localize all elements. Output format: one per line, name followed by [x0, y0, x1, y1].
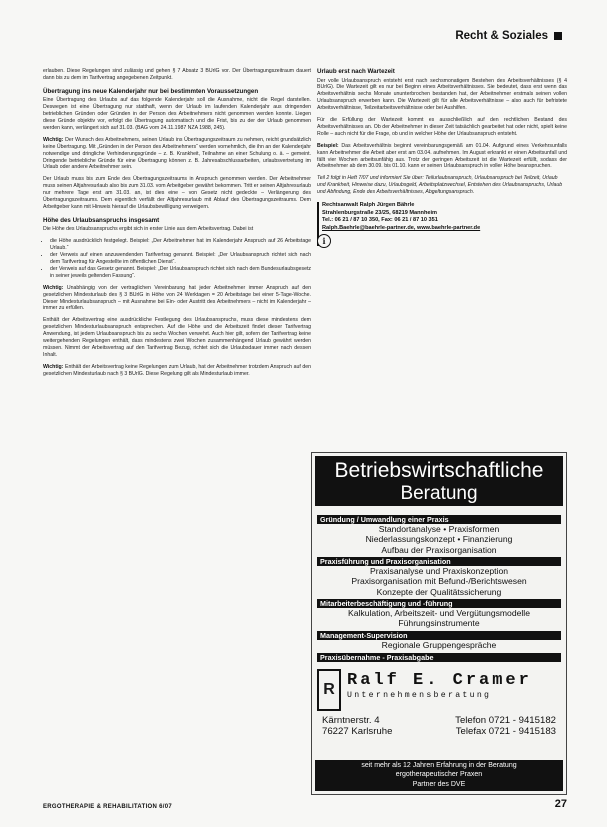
ad-item: Praxisorganisation mit Befund-/Berichtswesen	[351, 576, 527, 587]
paragraph-text: Das Arbeitsverhältnis beginnt vereinbarungsgemäß am 01.04. Aufgrund eines Verkehrsunfalls kann Arbeitnehmer die Arbeit aber erst am 03.04. aufnehmen. Im August erkrankt er einen Arbeitsunfall und fällt vier Wochen arbeitsunfähig aus. Trotz der geringen Arbeitszeit ist die Wartezeit erfüllt, sodass der Arbeitnehmer ab dem 30.09. bis 01.10. kann er seinen Urlaubsanspruch in voller Höhe beanspruchen.	[317, 142, 567, 170]
consultant-logo-mark	[317, 669, 341, 711]
ad-section	[317, 515, 561, 555]
paragraph-text: Enthält der Arbeitsvertrag keine Regelungen zum Urlaub, hat der Arbeitnehmer trotzdem Anspruch auf den gesetzlichen Mindesturlaub nach § 3 BUrlG. Diese Regelung gilt als Mindesturlaub immer.	[43, 363, 311, 377]
paragraph	[43, 137, 311, 172]
subheading: Höhe des Urlaubsanspruchs insgesamt	[43, 216, 160, 224]
ad-item: Regionale Gruppengespräche	[381, 640, 497, 650]
section-title: Recht & Soziales	[455, 30, 548, 42]
advertisement	[311, 452, 567, 795]
section-header	[455, 30, 562, 42]
consultant-address	[322, 715, 556, 737]
subheading: Übertragung ins neue Kalenderjahr nur bei bestimmten Voraussetzungen	[43, 87, 259, 95]
lead-label: Wichtig:	[43, 136, 64, 143]
left-column	[43, 68, 311, 383]
address-city: 76227 Karlsruhe	[322, 726, 393, 737]
ad-footer-line: seit mehr als 12 Jahren Erfahrung in der Beratung	[361, 762, 517, 769]
paragraph: Enthält der Arbeitsvertrag eine ausdrückliche Festlegung des Urlaubsanspruchs, muss diese mindestens dem gesetzlichen Mindesturlaubsanspruch entsprechen. Auf die Höhe und die Arbeitszeit findet dieser Tarifvertrag Anwendung, ist jedem Urlaubsanspruch bis zu sechs Wochen verwehrt. Auch hier gilt, sofern der Tarifvertrag keine weitergehenden Regelungen enthält, dass mindestens zwei Wochen zusammenhängend Urlaub gewährt werden müssen. Nimmt der Arbeitsvertrag auf den Tarifvertrag Bezug, richtet sich die Urlaubsdauer immer nach dessen Inhalt.	[43, 317, 311, 358]
ad-item: Standortanalyse • Praxisformen	[378, 524, 500, 534]
ad-title-line1: Betriebswirtschaftliche	[334, 459, 544, 482]
ad-section-bar: Praxisübernahme - Praxisabgabe	[317, 653, 561, 662]
address-phone: Telefon 0721 - 9415182	[455, 715, 556, 726]
ad-item: Praxisanalyse und Praxiskonzeption	[369, 566, 509, 576]
page-number: 27	[554, 798, 567, 810]
ad-section	[317, 631, 561, 650]
author-contact	[317, 202, 567, 246]
ad-item: Aufbau der Praxisorganisation	[381, 544, 497, 555]
subheading: Urlaub erst nach Wartezeit	[317, 68, 395, 75]
address-row	[322, 726, 556, 737]
paragraph: Eine Übertragung des Urlaubs auf das folgende Kalenderjahr soll die Ausnahme, nicht die Regel darstellen. Deswegen ist eine Übertragung nur statthaft, wenn der Urlaub im laufenden Kalenderjahr aus dringenden betrieblichen Gründen oder Gründen in der Person des Arbeitnehmers nicht genommen werden konnte. Liegen diese Gründe objektiv vor, erfolgt die Übertragung automatisch und die Frist, bis zu der der Urlaub genommen werden kann, verlängert sich auf 31.03. (BAG vom 24.11.1987 NZA 1988, 245).	[43, 97, 311, 131]
list-item: • die Höhe ausdrücklich festgelegt. Beispiel: „Der Arbeitnehmer hat im Kalenderjahr Anspruch auf 26 Arbeitstage Urlaub.“	[50, 238, 311, 252]
contact-lines	[322, 202, 480, 246]
list-item: • der Verweis auf das Gesetz genannt. Beispiel: „Der Urlaubsanspruch richtet sich nach dem Bundesurlaubsgesetz in seiner jeweils geltenden Fassung“.	[50, 266, 311, 280]
ad-section-bar: Mitarbeiterbeschäftigung und -führung	[317, 599, 561, 608]
magazine-name: ERGOTHERAPIE & REHABILITATION 6/07	[43, 804, 172, 810]
paragraph	[317, 143, 567, 171]
consultant-name: Ralf E. Cramer	[347, 671, 532, 690]
author-name: Rechtsanwalt Ralph Jürgen Bährle	[322, 202, 415, 209]
ad-section-bar: Gründung / Umwandlung einer Praxis	[317, 515, 561, 524]
address-street: Kärntnerstr. 4	[322, 715, 380, 726]
paragraph-text: Unabhängig von der vertraglichen Vereinbarung hat jeder Arbeitnehmer immer Anspruch auf den gesetzlichen Mindesturlaub des § 3 BUrlG in Höhe von 24 Werktagen = 20 Arbeitstage bei einer 5-Tage-Woche. Dieser Mindesturlaubsanspruch – mit Ausnahme bei Ein- oder Austritt des Arbeitnehmers – nicht im Kalenderjahr – immer zu erfüllen.	[43, 284, 311, 312]
address-row	[322, 715, 556, 726]
lead-label: Wichtig:	[43, 284, 64, 291]
ad-section-items	[317, 608, 561, 629]
ad-item: Führungsinstrumente	[398, 618, 480, 629]
ad-section	[317, 653, 561, 662]
paragraph: Der volle Urlaubsanspruch entsteht erst nach sechsmonatigem Bestehen des Arbeitsverhältnisses (§ 4 BUrlG). Die Wartezeit gilt es nur bei Beginn eines Arbeitsverhältnisses. Sie bedeutet, dass erst wenn das Arbeitsverhältnis sechs Monate ununterbrochen bestanden hat, der Arbeitnehmer erstmals seinen vollen Urlaubsanspruch erwerben kann. Die Wartezeit gilt für alle Arbeitsverhältnisse – also auch für befristete Arbeitsverhältnisse, Teilzeitarbeitsverhältnisse oder bei Aushilfen.	[317, 77, 567, 112]
bullet-list	[43, 238, 311, 279]
paragraph	[43, 285, 311, 313]
lead-label: Beispiel:	[317, 142, 339, 149]
ad-section-items	[317, 640, 561, 650]
section-marker-square	[554, 32, 562, 40]
ad-item: Kalkulation, Arbeitszeit- und Vergütungsmodelle	[347, 608, 530, 618]
logo-letter: R	[323, 681, 335, 698]
page-footer	[43, 798, 567, 810]
ad-section-items	[317, 524, 561, 555]
ad-section-items	[317, 566, 561, 597]
paragraph: Die Höhe des Urlaubsanspruchs ergibt sich in erster Linie aus dem Arbeitsvertrag. Dabei ist	[43, 226, 254, 233]
paragraph	[43, 364, 311, 378]
ad-banner	[315, 456, 563, 506]
paragraph: Für die Erfüllung der Wartezeit kommt es ausschließlich auf den rechtlichen Bestand des Arbeitsverhältnisses an. Ob der Arbeitnehmer in dieser Zeit tatsächlich gearbeitet hat oder nicht, spielt keine Rolle – auch nicht für die Frage, ob und in welcher Höhe der Urlaubsanspruch entsteht.	[317, 117, 567, 137]
ad-section	[317, 557, 561, 597]
paragraph: Der Urlaub muss bis zum Ende des Übertragungszeitraums in Anspruch genommen werden. Der Arbeitnehmer muss seinen Altjahresurlaub also bis zum 31.03. vom Arbeitgeber gewährt bekommen. Tritt er seinen Altjahresurlaub nur mehrere Tage erst am 31.03. an, ist dies eine – von Gesetz nicht gedeckte – Verlängerung des Übertragungszeitraums. Dem eigentlich verfällt der Altjahresurlaub mit Ablauf des Übertragungszeitraums. Dem Arbeitgeber kann mit Hinweis hierauf die Urlaubsbewilligung verweigern.	[43, 176, 311, 210]
ad-footer-line: Partner des DVE	[412, 780, 466, 788]
ad-title-line2: Beratung	[400, 483, 478, 504]
paragraph-text: Der Wunsch des Arbeitnehmers, seinen Urlaub ins Übertragungszeitraum zu nehmen, reicht grundsätzlich keine Übertragung. Mit „Gründen in der Person des Arbeitnehmers“ werden vornehmlich, die ihn an der Kalenderjahr notwendige und dringliche Verhinderungsgründe – z. B. Krankheit, Teilnahme an einer Schulung o. ä. – gemeint. Dringende betriebliche Gründe für eine Übertragung können z. B. Jahresabschlussarbeiten, urlaubsvertretung im Urlaub oder andere Arbeitnehmer sein.	[43, 136, 311, 171]
address-fax: Telefax 0721 - 9415183	[455, 726, 556, 737]
ad-footer-bar	[315, 760, 563, 791]
ad-footer-line: ergotherapeutischer Praxen	[395, 771, 483, 779]
ad-section	[317, 599, 561, 629]
ad-item: Konzepte der Qualitätssicherung	[376, 586, 502, 597]
list-item: • der Verweis auf einen anzuwendenden Tarifvertrag genannt. Beispiel: „Der Urlaubsanspruch richtet sich nach dem Tarifvertrag für Angestellte im öffentlichen Dienst“.	[50, 252, 311, 266]
author-phone: Tel.: 06 21 / 87 10 350, Fax: 06 21 / 87 10 351	[322, 217, 438, 224]
consultant-logo-block	[317, 669, 561, 709]
info-icon: i	[317, 234, 331, 248]
consultant-subtitle: Unternehmensberatung	[347, 691, 492, 700]
paragraph: erlauben. Diese Regelungen sind zulässig und gehen § 7 Absatz 3 BUrlG vor. Der Übertragungszeitraum dauert dann bis zu dem im Tarifvertrag angegebenen Zeitpunkt.	[43, 68, 311, 81]
right-column	[317, 68, 567, 246]
series-note: Teil 2 folgt in Heft 7/07 und informiert Sie über: Teilurlaubsanspruch, Urlaubsanspruch bei Teilzeit, Urlaub und Krankheit, Hinweise dazu, Urlaubsgeld, Arbeitsplatzwechsel, Entstehen des Urlaubsanspruchs, Urlaub und Abfindung, Ende des Arbeitsverhältnisses, Abgeltungsanspruch.	[317, 175, 563, 196]
author-street: Strahlenburgstraße 23/25, 68219 Mannheim	[322, 209, 438, 216]
lead-label: Wichtig:	[43, 363, 64, 370]
ad-section-bar: Praxisführung und Praxisorganisation	[317, 557, 561, 566]
ad-section-bar: Management-Supervision	[317, 631, 561, 640]
ad-item: Niederlassungskonzept • Finanzierung	[365, 534, 513, 545]
author-web-link[interactable]: Ralph.Baehrle@baehrle-partner.de, www.baehrle-partner.de	[322, 224, 481, 231]
